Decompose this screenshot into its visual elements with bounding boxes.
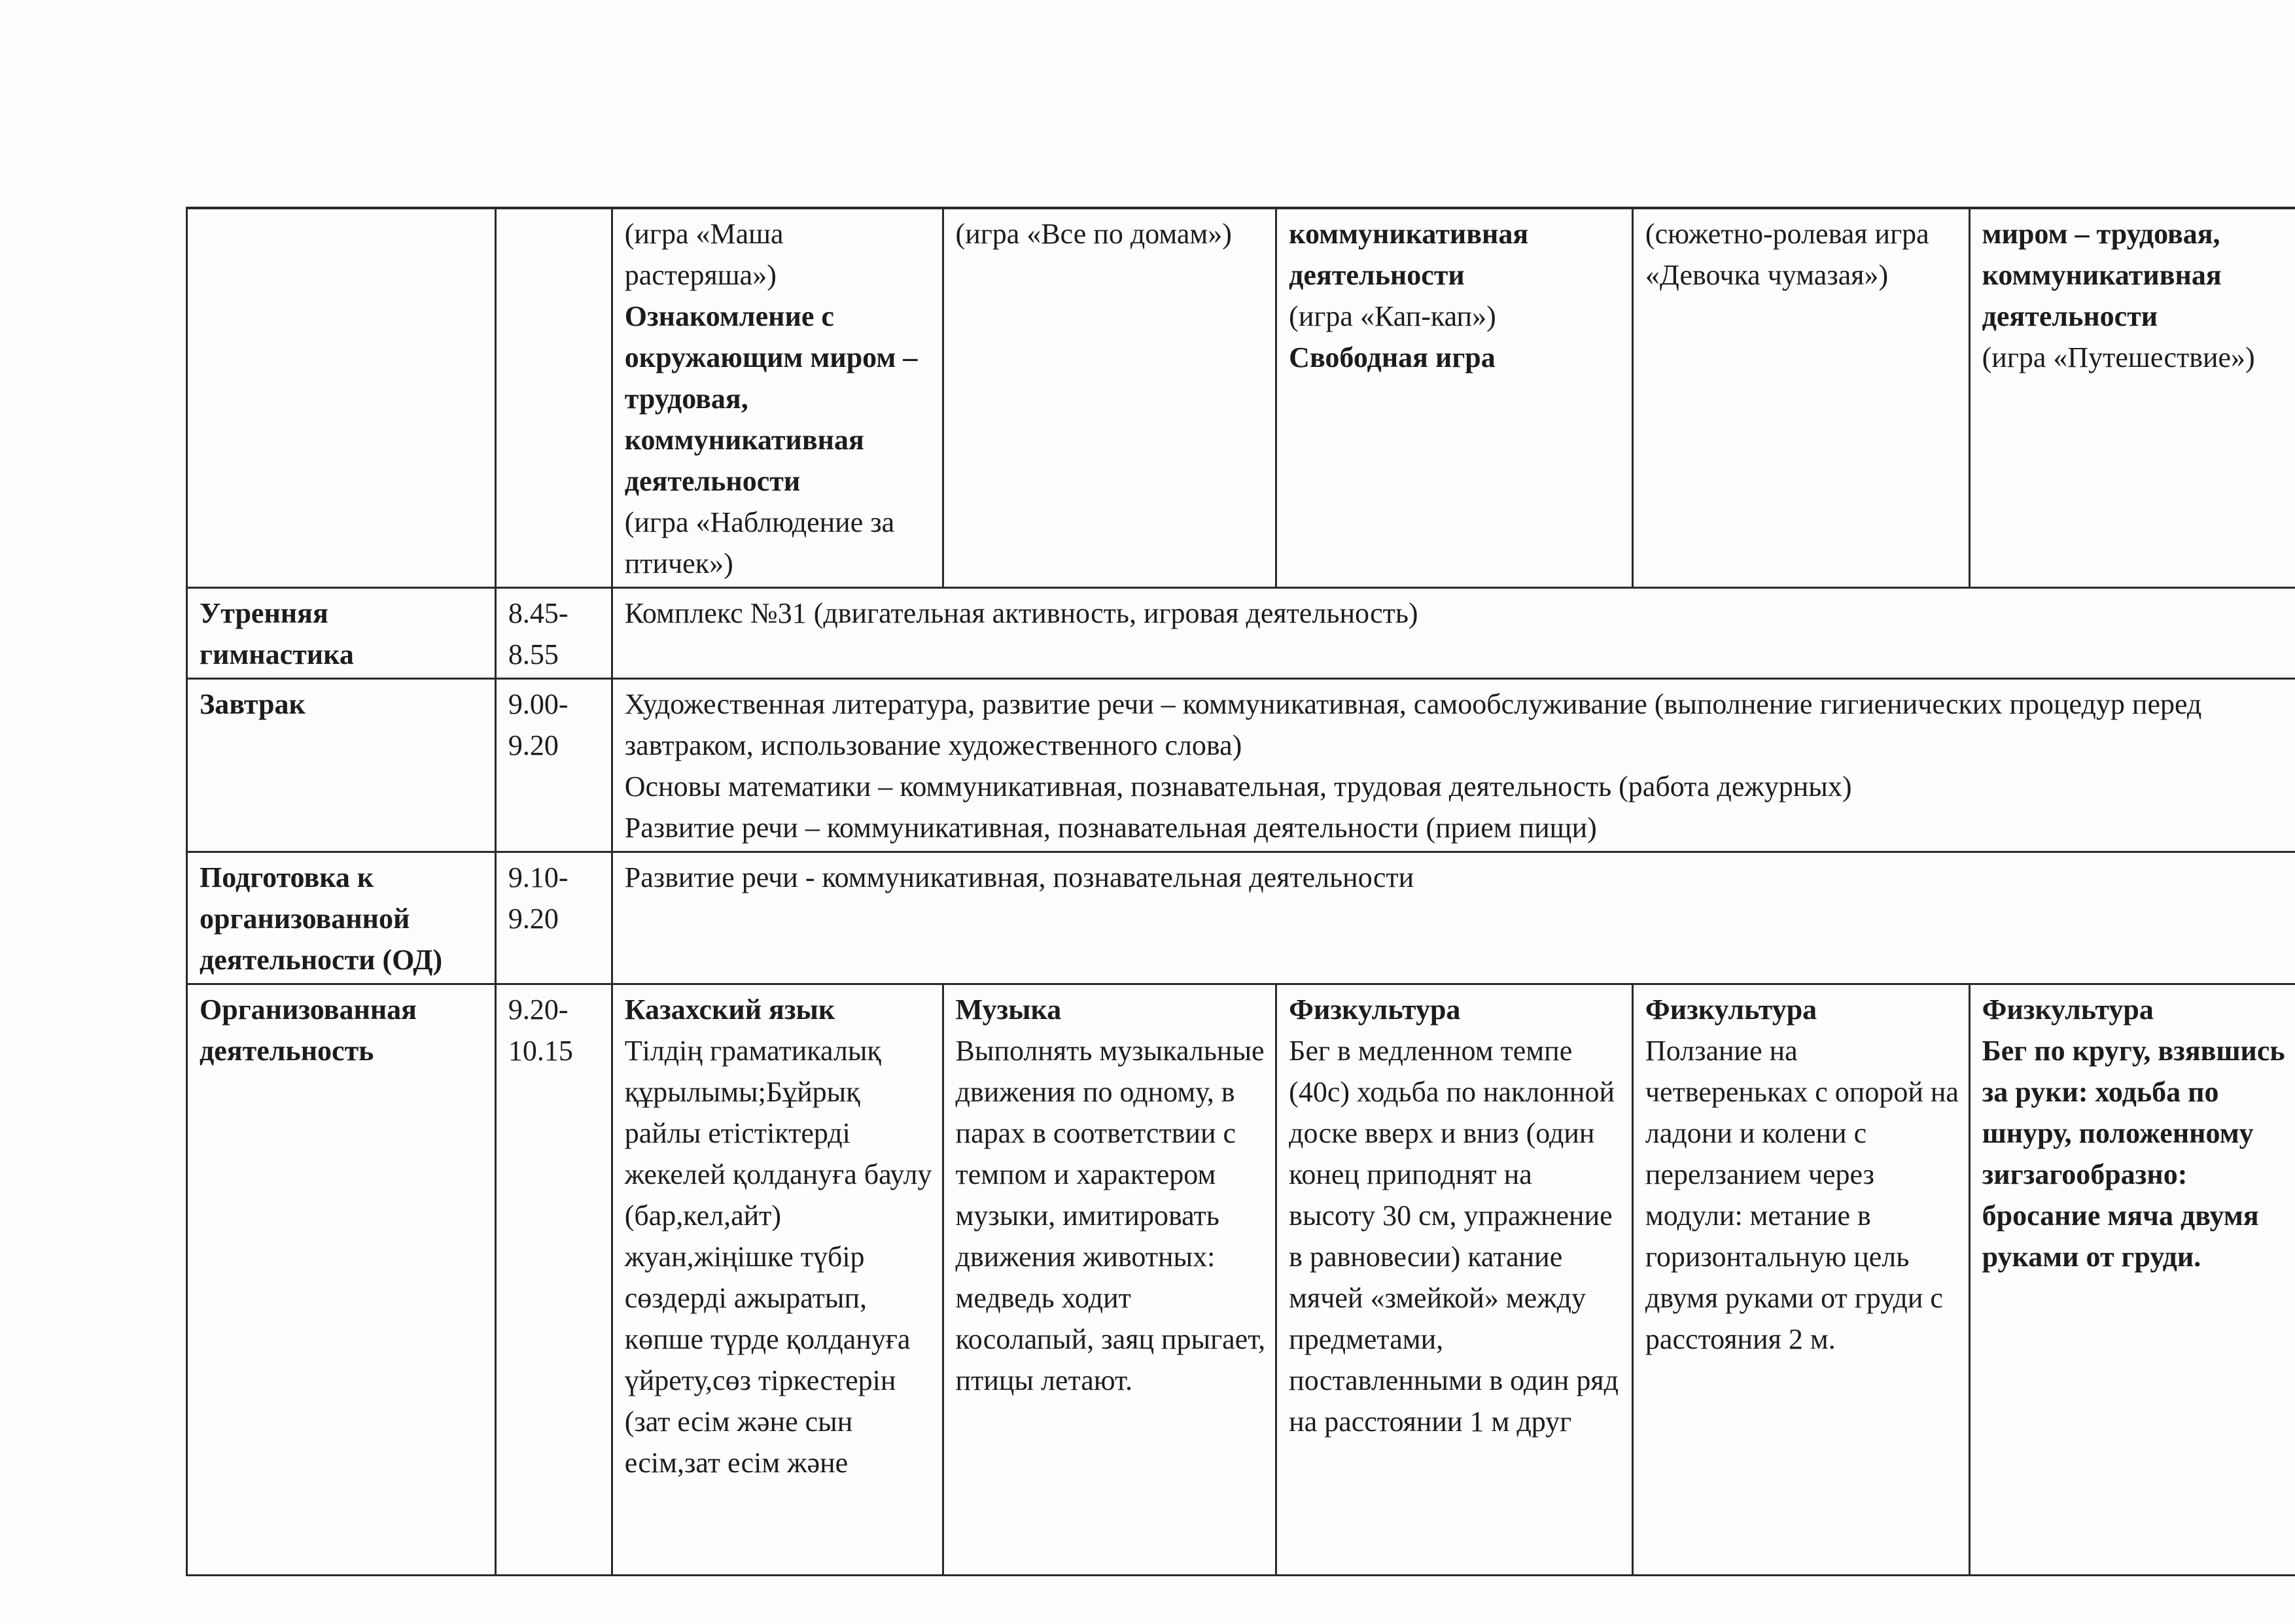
day-cell <box>1276 208 1633 588</box>
cell-text: Развитие речи – коммуникативная, познавательная деятельности (прием пищи) <box>624 812 1597 844</box>
cell-text: Комплекс №31 (двигательная активность, игровая деятельность) <box>624 597 1418 629</box>
cell-heading: коммуникативная деятельности <box>1289 218 1529 291</box>
cell-heading: миром – трудовая, коммуникативная деятельности <box>1982 218 2222 332</box>
cell-heading: Бег по кругу, взявшись за руки: ходьба по шнуру, положенному зигзагообразно: бросание мяча двумя руками от груди. <box>1982 1035 2285 1273</box>
schedule-row <box>187 208 2295 588</box>
activity-label-cell <box>187 679 496 852</box>
time-cell <box>495 208 612 588</box>
day-cell <box>943 208 1276 588</box>
schedule-table <box>186 207 2295 1576</box>
cell-heading: Музыка <box>955 993 1062 1026</box>
activity-label-cell <box>187 208 496 588</box>
activity-label: Организованная деятельность <box>200 993 417 1067</box>
cell-text: (игра «Маша растеряша») <box>624 218 784 291</box>
cell-text: (игра «Наблюдение за птичек») <box>624 506 895 579</box>
merged-content-cell <box>612 679 2295 852</box>
activity-label: Утренняя гимнастика <box>200 597 354 670</box>
day-cell <box>943 984 1276 1576</box>
cell-heading: Свободная игра <box>1289 341 1496 373</box>
time-range: 8.45- 8.55 <box>508 597 569 670</box>
time-range: 9.00- 9.20 <box>508 688 569 761</box>
cell-text: Бег в медленном темпе (40с) ходьба по наклонной доске вверх и вниз (один конец приподнят на высоту 30 см, упражнение в равновесии) катание мячей «змейкой» между предметами, поставленными в один ряд на расстоянии 1 м друг <box>1289 1035 1619 1438</box>
cell-text: Ползание на четвереньках с опорой на ладони и колени с перелзанием через модули: метание в горизонтальную цель двумя руками от груди с расстояния 2 м. <box>1645 1035 1959 1355</box>
time-cell <box>495 984 612 1576</box>
time-range: 9.20- 10.15 <box>508 993 573 1067</box>
time-cell <box>495 679 612 852</box>
cell-heading: Казахский язык <box>624 993 835 1026</box>
activity-label: Завтрак <box>200 688 306 720</box>
schedule-row <box>187 984 2295 1576</box>
activity-label-cell <box>187 588 496 679</box>
schedule-row <box>187 588 2295 679</box>
activity-label-cell <box>187 984 496 1576</box>
cell-heading: Физкультура <box>1645 993 1817 1026</box>
cell-text: Выполнять музыкальные движения по одному, в парах в соответствии с темпом и характером музыки, имитировать движения животных: медведь ходит косолапый, заяц прыгает, птицы летают. <box>955 1035 1266 1396</box>
day-cell <box>1276 984 1633 1576</box>
time-range: 9.10- 9.20 <box>508 861 569 935</box>
time-cell <box>495 588 612 679</box>
schedule-body <box>187 208 2295 1576</box>
day-cell <box>1969 208 2295 588</box>
cell-heading: Ознакомление с окружающим миром – трудовая, коммуникативная деятельности <box>624 300 918 497</box>
merged-content-cell <box>612 588 2295 679</box>
day-cell <box>612 984 943 1576</box>
schedule-row <box>187 679 2295 852</box>
time-cell <box>495 852 612 984</box>
cell-text: (сюжетно-ролевая игра «Девочка чумазая») <box>1645 218 1929 291</box>
cell-text: (игра «Путешествие») <box>1982 341 2255 373</box>
activity-label-cell <box>187 852 496 984</box>
activity-label: Подготовка к организованной деятельности (ОД) <box>200 861 443 976</box>
schedule-row <box>187 852 2295 984</box>
cell-text: Основы математики – коммуникативная, познавательная, трудовая деятельность (работа дежурных) <box>624 770 1852 803</box>
cell-heading: Физкультура <box>1982 993 2154 1026</box>
cell-text: Тілдің граматикалық құрылымы;Бұйрық райлы етістіктерді жекелей қолдануға баулу (бар,кел,айт) жуан,жіңішке түбір сөздерді ажыратып, көпше түрде қолдануға үйрету,сөз тіркестерін (зат есім және сын есім,зат есім және <box>624 1035 932 1479</box>
day-cell <box>612 208 943 588</box>
cell-text: (игра «Кап-кап») <box>1289 300 1496 332</box>
day-cell <box>1632 984 1969 1576</box>
cell-text: Художественная литература, развитие речи – коммуникативная, самообслуживание (выполнение гигиенических процедур перед завтраком, использование художественного слова) <box>624 688 2202 761</box>
day-cell <box>1632 208 1969 588</box>
cell-text: Развитие речи - коммуникативная, познавательная деятельности <box>624 861 1414 893</box>
cell-text: (игра «Все по домам») <box>955 218 1232 250</box>
merged-content-cell <box>612 852 2295 984</box>
cell-heading: Физкультура <box>1289 993 1461 1026</box>
day-cell <box>1969 984 2295 1576</box>
